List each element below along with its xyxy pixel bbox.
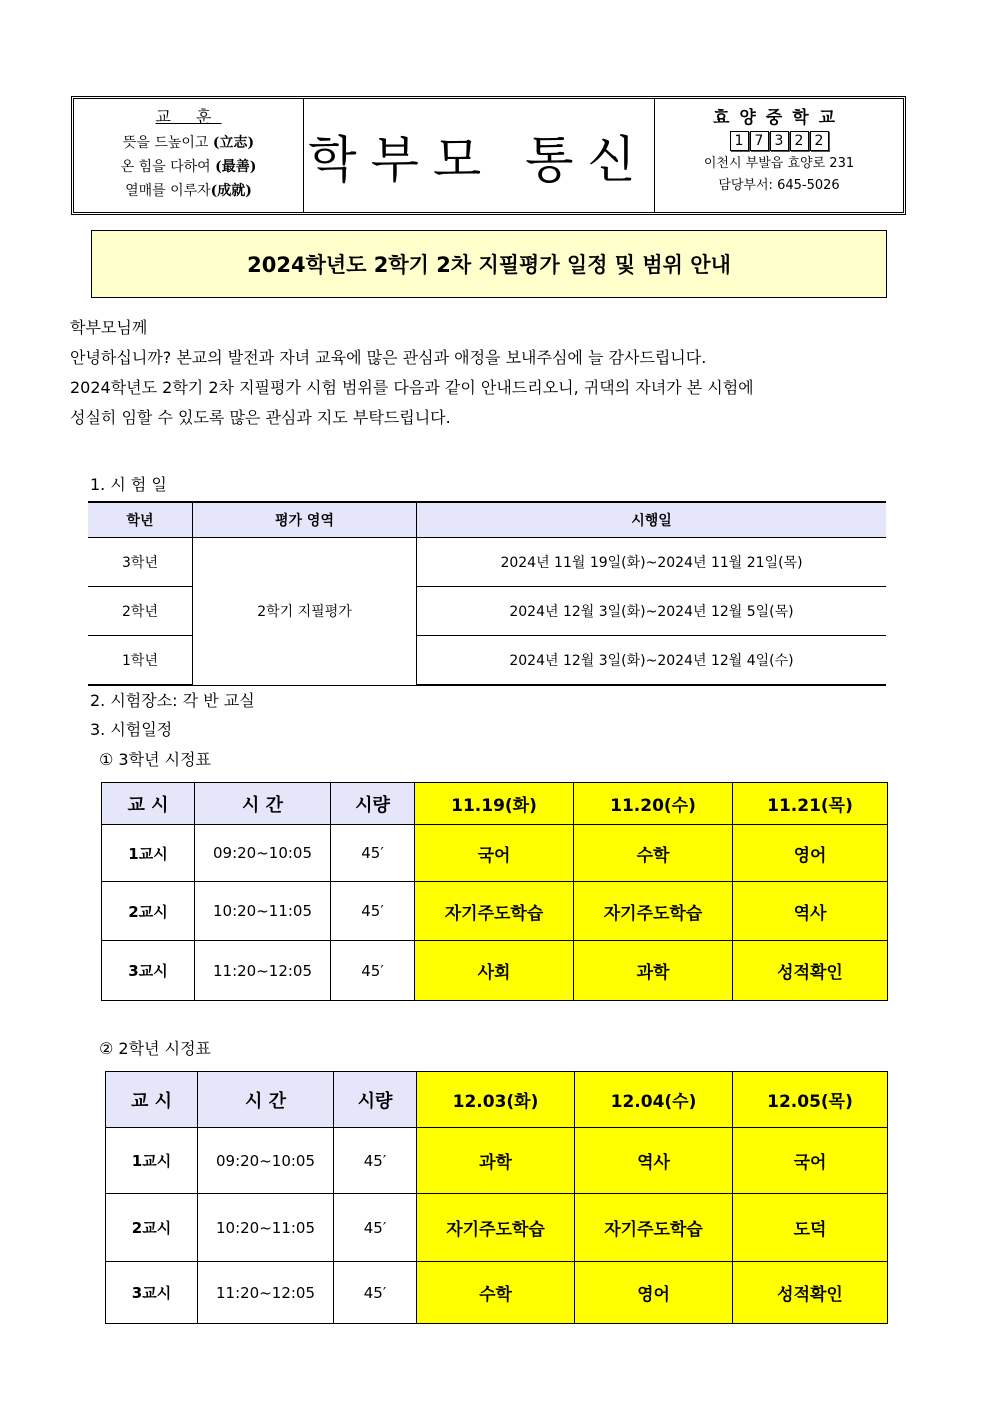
header-date: 시행일 xyxy=(417,502,887,538)
header-period: 교 시 xyxy=(102,783,195,825)
subject-cell: 영어 xyxy=(733,825,888,882)
subject-cell: 국어 xyxy=(733,1128,888,1194)
motto-line: 온 힘을 다하여 (最善) xyxy=(120,159,257,175)
date-cell: 2024년 11월 19일(화)~2024년 11월 21일(목) xyxy=(417,538,887,587)
section-heading-exam-location: 2. 시험장소: 각 반 교실 xyxy=(90,691,255,710)
time-cell: 11:20~12:05 xyxy=(198,1262,334,1324)
letter-line: 안녕하십니까? 본교의 발전과 자녀 교육에 많은 관심과 애정을 보내주심에 늘 감사드립니다. xyxy=(70,348,707,367)
duration-cell: 45′ xyxy=(331,941,415,1001)
exam-day-table xyxy=(88,501,886,686)
grade3-schedule-caption: ① 3학년 시정표 xyxy=(99,750,211,769)
subject-cell: 과학 xyxy=(574,941,733,1001)
period-cell: 2교시 xyxy=(102,882,195,941)
header-period: 교 시 xyxy=(106,1072,198,1128)
table-row xyxy=(102,941,888,1001)
header-day2: 11.20(수) xyxy=(574,783,733,825)
subject-cell: 역사 xyxy=(575,1128,733,1194)
zip-code xyxy=(730,131,829,151)
header-day3: 11.21(목) xyxy=(733,783,888,825)
school-name: 효양중학교 xyxy=(712,108,846,128)
newsletter-header xyxy=(71,96,906,215)
subject-cell: 영어 xyxy=(575,1262,733,1324)
letter-line: 2024학년도 2학기 2차 지필평가 시험 범위를 다음과 같이 안내드리오니, 귀댁의 자녀가 본 시험에 xyxy=(70,378,754,397)
time-cell: 09:20~10:05 xyxy=(195,825,331,882)
school-department: 담당부서: 645-5026 xyxy=(718,178,840,193)
table-row xyxy=(106,1128,888,1194)
period-cell: 2교시 xyxy=(106,1194,198,1262)
motto-line: 열매를 이루자(成就) xyxy=(125,183,252,199)
header-time: 시 간 xyxy=(195,783,331,825)
header-duration: 시량 xyxy=(334,1072,417,1128)
header-day1: 12.03(화) xyxy=(417,1072,575,1128)
table-header-row xyxy=(106,1072,888,1128)
period-cell: 3교시 xyxy=(102,941,195,1001)
table-row xyxy=(102,825,888,882)
zip-digit: 7 xyxy=(750,131,769,151)
school-info xyxy=(655,99,903,212)
subject-cell: 수학 xyxy=(417,1262,575,1324)
time-cell: 10:20~11:05 xyxy=(198,1194,334,1262)
section-heading-exam-schedule: 3. 시험일정 xyxy=(90,720,173,739)
motto-title: 교 훈 xyxy=(155,107,222,126)
duration-cell: 45′ xyxy=(331,882,415,941)
duration-cell: 45′ xyxy=(331,825,415,882)
section-heading-exam-day: 1. 시 험 일 xyxy=(90,475,167,494)
subject-cell: 역사 xyxy=(733,882,888,941)
grade-cell: 2학년 xyxy=(88,587,193,636)
table-header-row xyxy=(88,502,886,538)
grade-cell: 3학년 xyxy=(88,538,193,587)
school-address: 이천시 부발읍 효양로 231 xyxy=(703,156,855,171)
header-day1: 11.19(화) xyxy=(415,783,574,825)
header-area: 평가 영역 xyxy=(193,502,417,538)
subject-cell: 수학 xyxy=(574,825,733,882)
grade3-timetable xyxy=(101,782,888,1001)
header-grade: 학년 xyxy=(88,502,193,538)
zip-digit: 2 xyxy=(810,131,829,151)
subject-cell: 과학 xyxy=(417,1128,575,1194)
time-cell: 11:20~12:05 xyxy=(195,941,331,1001)
school-motto xyxy=(74,99,304,212)
zip-digit: 2 xyxy=(790,131,809,151)
letter-greeting: 학부모님께 xyxy=(70,318,148,337)
time-cell: 09:20~10:05 xyxy=(198,1128,334,1194)
subject-cell: 성적확인 xyxy=(733,1262,888,1324)
header-duration: 시량 xyxy=(331,783,415,825)
header-time: 시 간 xyxy=(198,1072,334,1128)
header-day3: 12.05(목) xyxy=(733,1072,888,1128)
table-row xyxy=(106,1262,888,1324)
subject-cell: 도덕 xyxy=(733,1194,888,1262)
table-row xyxy=(88,538,886,587)
subject-cell: 자기주도학습 xyxy=(415,882,574,941)
duration-cell: 45′ xyxy=(334,1128,417,1194)
duration-cell: 45′ xyxy=(334,1194,417,1262)
period-cell: 1교시 xyxy=(102,825,195,882)
date-cell: 2024년 12월 3일(화)~2024년 12월 4일(수) xyxy=(417,636,887,686)
grade2-timetable xyxy=(105,1071,888,1324)
table-header-row xyxy=(102,783,888,825)
duration-cell: 45′ xyxy=(334,1262,417,1324)
subject-cell: 사회 xyxy=(415,941,574,1001)
subject-cell: 성적확인 xyxy=(733,941,888,1001)
grade-cell: 1학년 xyxy=(88,636,193,686)
area-cell: 2학기 지필평가 xyxy=(193,538,417,686)
subject-cell: 자기주도학습 xyxy=(575,1194,733,1262)
header-day2: 12.04(수) xyxy=(575,1072,733,1128)
notice-title: 2024학년도 2학기 2차 지필평가 일정 및 범위 안내 xyxy=(91,230,887,298)
time-cell: 10:20~11:05 xyxy=(195,882,331,941)
subject-cell: 자기주도학습 xyxy=(417,1194,575,1262)
subject-cell: 국어 xyxy=(415,825,574,882)
zip-digit: 1 xyxy=(730,131,749,151)
table-row xyxy=(102,882,888,941)
motto-line: 뜻을 드높이고 (立志) xyxy=(122,135,255,151)
period-cell: 1교시 xyxy=(106,1128,198,1194)
period-cell: 3교시 xyxy=(106,1262,198,1324)
newsletter-title: 학부모 통신 xyxy=(304,99,655,212)
subject-cell: 자기주도학습 xyxy=(574,882,733,941)
table-row xyxy=(106,1194,888,1262)
letter-line: 성실히 임할 수 있도록 많은 관심과 지도 부탁드립니다. xyxy=(70,408,451,427)
date-cell: 2024년 12월 3일(화)~2024년 12월 5일(목) xyxy=(417,587,887,636)
zip-digit: 3 xyxy=(770,131,789,151)
grade2-schedule-caption: ② 2학년 시정표 xyxy=(99,1039,211,1058)
